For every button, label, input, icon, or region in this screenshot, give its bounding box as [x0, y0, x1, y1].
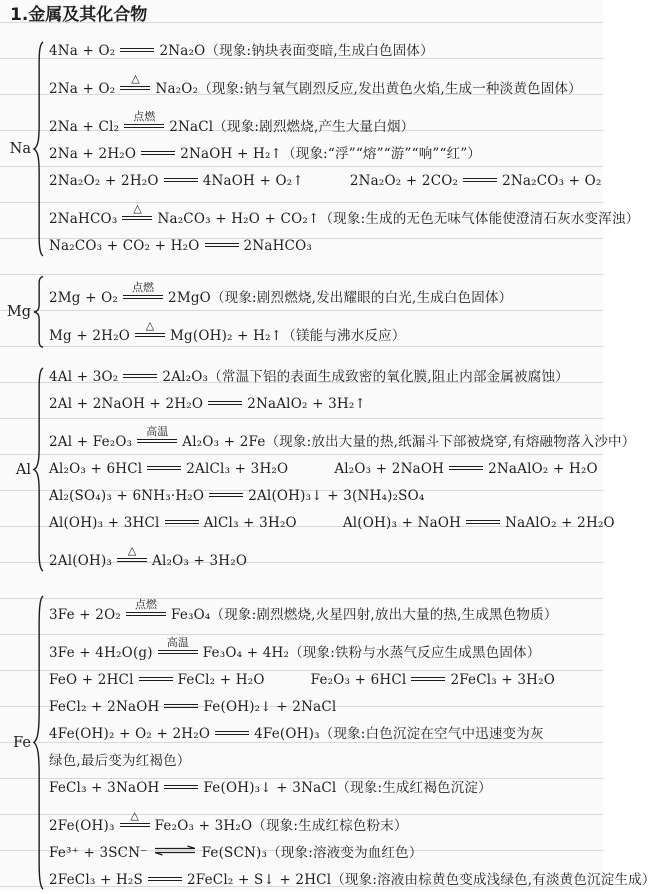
equation-text: 4Na + O₂	[49, 43, 116, 59]
equation-text: Fe₂O₃ + 6HCl	[310, 672, 407, 688]
equation-text: 2Na₂O（现象:钠块表面变暗,生成白色固体）	[159, 43, 434, 59]
double-line	[209, 493, 243, 497]
double-line	[120, 823, 150, 827]
equals-sign	[463, 178, 497, 182]
brace-icon	[32, 364, 45, 575]
equation-text: Al(OH)₃ + 3HCl	[49, 515, 160, 531]
equation-row	[49, 233, 603, 260]
equation-row	[49, 391, 603, 418]
equation-text: 3Fe + 4H₂O(g)	[49, 645, 153, 661]
equation-text: Na₂CO₃ + CO₂ + H₂O	[49, 238, 200, 254]
double-line	[122, 216, 152, 220]
equation-row	[49, 591, 603, 629]
equation-text: 2NaHCO₃	[49, 211, 118, 227]
double-line	[123, 374, 157, 378]
double-line	[411, 677, 445, 681]
double-line	[135, 333, 165, 337]
equals-sign	[158, 635, 198, 654]
equation-row	[49, 867, 656, 894]
equals-sign	[120, 808, 150, 827]
equals-sign	[205, 243, 239, 247]
equation-text: 4Fe(OH)₃（现象:白色沉淀在空气中迅速变为灰绿色,最后变为红褐色）	[49, 726, 544, 769]
equation-text: NaAlO₂ + 2H₂O	[505, 515, 615, 531]
equation-text: 2Na + O₂	[49, 81, 116, 97]
section-fe	[8, 591, 656, 894]
brace-icon	[32, 591, 45, 894]
equation-text: Mg + 2H₂O	[49, 328, 131, 344]
equals-sign	[123, 374, 157, 378]
equals-sign	[122, 201, 152, 220]
equation-row	[49, 274, 603, 312]
equation-row	[49, 141, 603, 168]
equals-sign	[120, 48, 154, 52]
condition-label: 高温	[146, 424, 169, 438]
equation-text: 2Al₂O₃（常温下铝的表面生成致密的氧化膜,阻止内部金属被腐蚀）	[162, 369, 569, 385]
double-line	[205, 243, 239, 247]
equals-sign	[209, 493, 243, 497]
double-line	[147, 466, 181, 470]
equation-row	[49, 364, 603, 391]
equals-sign	[120, 71, 150, 90]
equation-row	[49, 418, 636, 456]
section-na	[8, 38, 640, 260]
equation-row	[49, 629, 603, 667]
double-line	[215, 731, 249, 735]
equation-text: Al₂O₃ + 3H₂O	[152, 553, 248, 569]
condition-label: △	[133, 201, 142, 215]
equation-text: 4Fe(OH)₂ + O₂ + 2H₂O	[49, 726, 211, 742]
equation-rows	[45, 591, 656, 894]
equation-text: 2Al + 2NaOH + 2H₂O	[49, 396, 204, 412]
equation-row	[49, 312, 603, 350]
equation-text: 2MgO（现象:剧烈燃烧,发出耀眼的白光,生成白色固体）	[168, 290, 513, 306]
equation-text: 2NaAlO₂ + 3H₂↑	[247, 396, 366, 412]
equation-text: FeCl₃ + 3NaOH	[49, 780, 160, 796]
equation-text: Fe(SCN)₃（现象:溶液变为血红色）	[201, 845, 423, 861]
equation-text: 2FeCl₃ + 3H₂O	[450, 672, 556, 688]
equation-rows	[45, 364, 636, 575]
brace-icon	[32, 38, 45, 260]
equals-sign	[411, 677, 445, 681]
equation-text: 4Al + 3O₂	[49, 369, 119, 385]
equation-row	[49, 456, 603, 483]
equation-text: 2Na + Cl₂	[49, 119, 120, 135]
equation-text: FeCl₂ + 2NaOH	[49, 699, 160, 715]
double-line	[449, 466, 483, 470]
condition-label: △	[131, 71, 140, 85]
double-line	[164, 178, 198, 182]
equation-text: 2Na₂CO₃ + O₂	[502, 173, 602, 189]
equals-sign	[215, 731, 249, 735]
reversible-arrow-icon	[152, 845, 198, 856]
condition-label: △	[127, 543, 137, 557]
equals-sign	[164, 785, 198, 789]
equation-text: Mg(OH)₂ + H₂↑（镁能与沸水反应）	[170, 328, 406, 344]
double-line	[208, 401, 242, 405]
double-line	[148, 877, 182, 881]
equation-row	[49, 103, 603, 141]
equals-sign	[165, 520, 199, 524]
condition-label: △	[130, 808, 139, 822]
equals-sign	[147, 466, 181, 470]
equation-row	[49, 840, 603, 867]
equation-row	[49, 667, 603, 694]
condition-label: 点燃	[132, 280, 155, 294]
equation-row	[49, 38, 603, 65]
double-line	[120, 48, 154, 52]
equation-text: Al₂O₃ + 6HCl	[49, 461, 143, 477]
equation-text: 3Fe + 2O₂	[49, 607, 121, 623]
equation-text: 2NaCl（现象:剧烈燃烧,产生大量白烟）	[169, 119, 415, 135]
equation-text: Fe(OH)₂↓ + 2NaCl	[203, 699, 337, 715]
equation-text: Al₂(SO₄)₃ + 6NH₃·H₂O	[49, 488, 205, 504]
equation-row	[49, 65, 603, 103]
equals-sign	[449, 466, 483, 470]
equation-text: FeCl₂ + H₂O	[177, 672, 265, 688]
equals-sign	[164, 178, 198, 182]
equation-row	[49, 483, 603, 510]
double-line	[120, 86, 150, 90]
condition-label: 点燃	[134, 597, 157, 611]
section-mg	[8, 274, 603, 350]
equation-text: 2Al(OH)₃↓ + 3(NH₄)₂SO₄	[248, 488, 425, 504]
equation-row	[49, 802, 603, 840]
double-line	[139, 677, 173, 681]
equation-text: AlCl₃ + 3H₂O	[203, 515, 297, 531]
section-label: Fe	[13, 734, 31, 751]
equation-rows	[45, 274, 603, 350]
equation-text: Fe₃O₄ + 4H₂（现象:铁粉与水蒸气反应生成黑色固体）	[202, 645, 541, 661]
equals-sign	[117, 543, 147, 562]
equals-sign	[124, 109, 164, 128]
equation-text: Na₂CO₃ + H₂O + CO₂↑（现象:生成的无色无味气体能使澄清石灰水变浑浊）	[157, 211, 640, 227]
equation-text: 2FeCl₂ + S↓ + 2HCl（现象:溶液由棕黄色变成浅绿色,有淡黄色沉淀生成）	[187, 872, 656, 888]
equation-row	[49, 694, 603, 721]
equation-text: 2Al + Fe₂O₃	[49, 434, 133, 450]
equation-text: 2Na + 2H₂O	[49, 146, 137, 162]
equation-row	[49, 721, 554, 775]
equation-row	[49, 195, 640, 233]
equals-sign	[466, 520, 500, 524]
equation-row	[49, 168, 603, 195]
double-line	[117, 558, 147, 562]
section-al	[8, 364, 636, 575]
equation-text: 2Fe(OH)₃	[49, 818, 115, 834]
equation-text: FeO + 2HCl	[49, 672, 134, 688]
equation-text: Al₂O₃ + 2NaOH	[334, 461, 445, 477]
equation-text: 2FeCl₃ + H₂S	[49, 872, 143, 888]
equation-row	[49, 537, 603, 575]
equation-text: 2Na₂O₂ + 2CO₂	[349, 173, 459, 189]
section-label: Al	[15, 461, 31, 478]
equation-text: Fe₂O₃ + 3H₂O（现象:生成红棕色粉末）	[154, 818, 408, 834]
equation-text: Fe³⁺ + 3SCN⁻	[49, 845, 148, 861]
equals-sign	[164, 704, 198, 708]
equation-row	[49, 510, 615, 537]
equals-sign	[135, 318, 165, 337]
double-line	[165, 520, 199, 524]
equals-sign	[126, 597, 166, 616]
equation-text: Fe(OH)₃↓ + 3NaCl（现象:生成红褐色沉淀）	[203, 780, 492, 796]
equals-sign	[208, 401, 242, 405]
equals-sign	[139, 677, 173, 681]
double-line	[463, 178, 497, 182]
equals-sign	[141, 151, 175, 155]
equation-text: 2AlCl₃ + 3H₂O	[186, 461, 289, 477]
equation-text: Al(OH)₃ + NaOH	[342, 515, 462, 531]
double-line	[158, 650, 198, 654]
equation-text: 2NaOH + H₂↑（现象:“浮”“熔”“游”“响”“红”）	[180, 146, 482, 162]
equation-text: 2Na₂O₂ + 2H₂O	[49, 173, 159, 189]
double-line	[126, 612, 166, 616]
equation-text: Fe₃O₄（现象:剧烈燃烧,火星四射,放出大量的热,生成黑色物质）	[170, 607, 558, 623]
equals-sign	[137, 424, 177, 443]
brace-icon	[32, 274, 45, 350]
equation-text: 2Mg + O₂	[49, 290, 119, 306]
equation-text: 4NaOH + O₂↑	[202, 173, 304, 189]
sections	[0, 38, 656, 894]
equation-text: Na₂O₂（现象:钠与氧气剧烈反应,发出黄色火焰,生成一种淡黄色固体）	[155, 81, 582, 97]
equals-sign	[123, 280, 163, 299]
equation-text: Al₂O₃ + 2Fe（现象:放出大量的热,纸漏斗下部被烧穿,有熔融物落入沙中）	[182, 434, 636, 450]
equals-sign	[148, 877, 182, 881]
condition-label: 高温	[166, 635, 189, 649]
double-line	[137, 439, 177, 443]
equation-text: 2NaHCO₃	[243, 238, 312, 254]
double-line	[466, 520, 500, 524]
double-line	[164, 704, 198, 708]
double-line	[124, 124, 164, 128]
condition-label: 点燃	[133, 109, 156, 123]
equation-text: 2Al(OH)₃	[49, 553, 113, 569]
double-line	[141, 151, 175, 155]
equation-row	[49, 775, 603, 802]
double-line	[123, 295, 163, 299]
equation-text: 2NaAlO₂ + H₂O	[488, 461, 598, 477]
page-title: 1.金属及其化合物	[10, 5, 148, 25]
equation-rows	[45, 38, 640, 260]
double-line	[164, 785, 198, 789]
condition-label: △	[145, 318, 155, 332]
section-label: Mg	[6, 304, 31, 320]
section-label: Na	[9, 141, 31, 157]
